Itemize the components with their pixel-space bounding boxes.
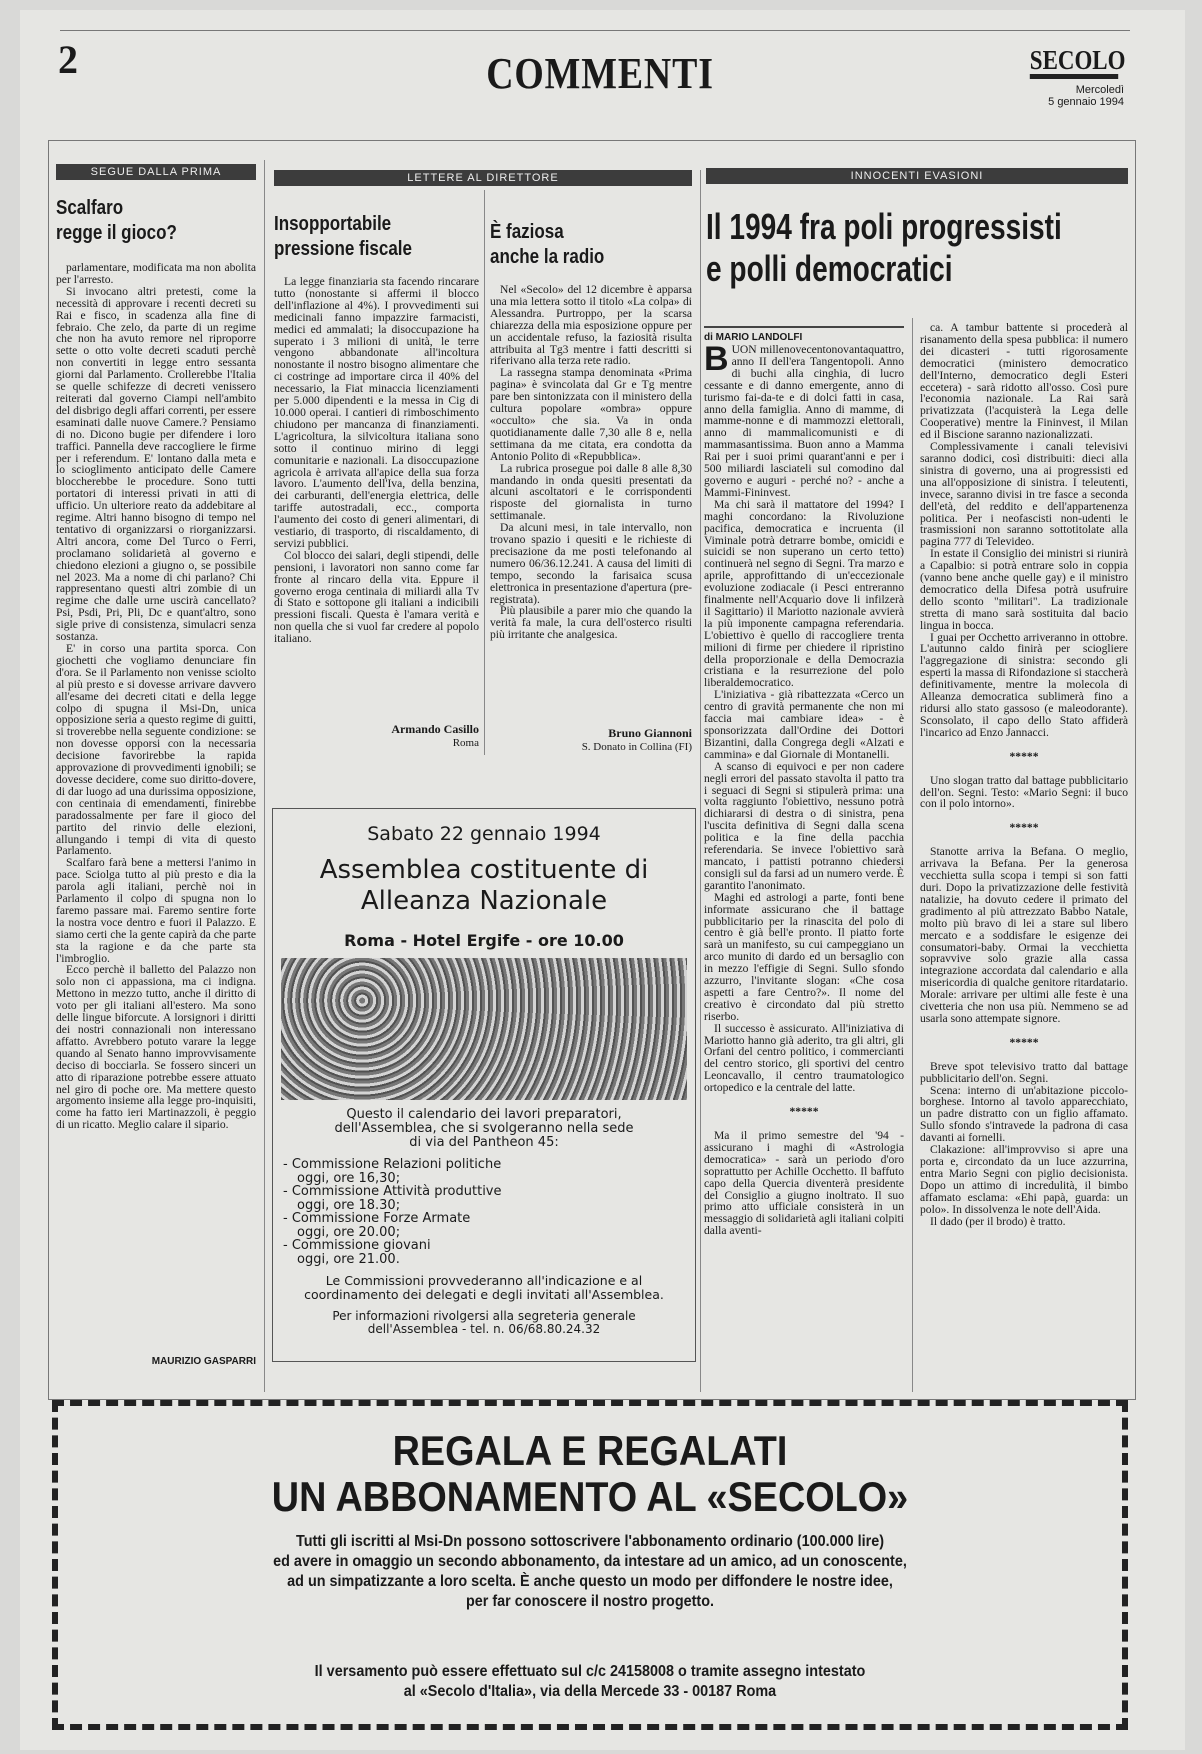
paragraph: La rassegna stampa denominata «Prima pagina» è svincolata dal Gr e Tg mentre pare ben sintonizzata con il ministero della cultura popolare «ombra» oppure «occulto» che sia. Va in onda quotidianamente dalle 7,30 alle 8 e, nella settimana da me citata, era condotta da Antonio Polito di «Repubblica». xyxy=(490,366,692,463)
commission-name: - Commissione Relazioni politiche xyxy=(283,1157,502,1172)
ad-payment-line: al «Secolo d'Italia», via della Mercede 33 - 00187 Roma xyxy=(403,1683,777,1700)
date: 5 gennaio 1994 xyxy=(1048,96,1124,108)
letter-body xyxy=(274,276,479,716)
title-line: Alleanza Nazionale xyxy=(360,886,608,916)
paragraph: E' in corso una partita sporca. Con giochetti che vogliamo denunciare fin d'ora. Se il Parlamento non venisse sciolto al più presto e si dovesse arrivare davvero all'esame dei decreti citati e della legge colpo di spugna il Msi-Dn, unica opposizione seria a questo regime di guitti, si troverebbe nella seguente condizione: se non dovesse opporsi con la necessaria decisione favorirebbe la rapida approvazione di provvedimenti ignobili; se dovesse decidere, come suo diritto-dovere, di dar luogo ad una durissima opposizione, con centinaia di emendamenti, finirebbe paradossalmente per fare il gioco del partito del rinvio delle elezioni, allungando i tempi di vita di questo Parlamento. xyxy=(56,642,256,858)
headline-line: Insopportabile xyxy=(274,213,392,235)
separator: ***** xyxy=(1009,1035,1039,1049)
weekday: Mercoledì xyxy=(1075,84,1124,96)
paragraph: parlamentare, modificata ma non abolita per l'arresto. xyxy=(56,262,256,286)
announcement-place: Roma - Hotel Ergife - ore 10.00 xyxy=(344,931,624,950)
headline-line: Scalfaro xyxy=(56,197,124,219)
paragraph: Scalfaro farà bene a mettersi l'animo in pace. Sciolga tutto al più presto e dia la parola agli italiani, perchè noi in Parlamento il colpo di spugna non lo faremo passare mai. Faremo sentire forte la nostra voce dentro e fuori il Palazzo. E siamo certi che la gente capirà da che parte sta la ragione e da che parte sta l'imbroglio. xyxy=(56,856,256,965)
headline-line: Il 1994 fra poli progressisti xyxy=(706,206,1062,247)
paragraph: Clakazione: all'improvviso si apre una porta e, circondato da un luce azzurrina, entra Mario Segni con piglio decisionista. Dopo un attimo di incredulità, il bimbo affamato esclama: «Ehi papà, guarda: un polo». In dissolvenza le note dell'Aida. xyxy=(920,1143,1128,1216)
col1-paragraphs xyxy=(704,344,904,1237)
ad-body-line: ad un simpatizzante a loro scelta. È anche questo un modo per diffondere le nostre idee, xyxy=(287,1573,893,1590)
paragraph: Stanotte arriva la Befana. O meglio, arrivava la Befana. Per la generosa vecchietta sulla scopa i tempi si son fatti duri. Dopo la privatizzazione delle festività natalizie, ha dovuto cedere il primato del gradimento al più attrezzato Babbo Natale, molto più bravo di lei a stare sul libero mercato e a soddisfare le esigenze dei consumatori-baby. Ormai la vecchietta sopravvive solo grazie alla cassa integrazione accordata dal calendario e alla misericordia di qualche genitore ritardatario. Morale: arrivare per ultimi alle feste è una civetteria che non usa più. Nemmeno se ad usarla sono attempate signore. xyxy=(920,845,1128,1025)
paragraph: Ecco perchè il balletto del Palazzo non solo non ci appassiona, ma ci indigna. Mettono in mezzo tutto, anche il diritto di voto per gli italiani all'estero. Ma sono delle lingue biforcute. A lorsignori i diritti dei nostri connazionali non interessano affatto. Avrebbero potuto varare la legge quando al Senato hanno improvvisamente deciso di bocciarla. Se fossero sinceri un atto di riparazione potrebbe essere attuato nel giro di poche ore. Ma mettere questo argomento insieme alla legge pro-inquisiti, come ha fatto ieri Martinazzoli, è peggio di un ricatto. Meglio calare il sipario. xyxy=(56,963,256,1132)
right-article-col1 xyxy=(704,344,904,1390)
letter-signature xyxy=(490,726,692,753)
headline-line: pressione fiscale xyxy=(274,238,412,260)
commission-item xyxy=(283,1185,695,1212)
announcement-intro xyxy=(273,1108,695,1150)
byline: di MARIO LANDOLFI xyxy=(704,326,904,343)
paragraph: Più plausibile a parer mio che quando la verità fa male, la cura dell'osterco risulti più irritante che analgesica. xyxy=(490,604,692,642)
commission-name: - Commissione giovani xyxy=(283,1238,431,1253)
paragraph: In estate il Consiglio dei ministri si riunirà a Capalbio: si potrà entrare solo in coppia (vanno bene anche quelle gay) e il ministro democratico della Difesa potrà usufruire dello sconto "militari". La tradizionale stretta di mano sarà sostituita dal bacio lingua in bocca. xyxy=(920,547,1128,632)
paragraph: L'iniziativa - già ribattezzata «Cerco un centro di gravità permanente che non mi faccia mai cambiare idea» - è sponsorizzata dall'Ordine dei Dottori Bizantini, dalla Congrega degli «Alzati e cammina» e dal Giornale di Montanelli. xyxy=(704,688,904,761)
letter-place: S. Donato in Collina (FI) xyxy=(581,741,692,753)
paragraph: Scena: interno di un'abitazione piccolo-borghese. Intorno al tavolo apparecchiato, un padre distratto con un figlio affamato. Sullo sfondo s'intravede la padrona di casa davanti ai fornelli. xyxy=(920,1083,1128,1145)
intro-line: di via del Pantheon 45: xyxy=(409,1135,559,1150)
letter-place: Roma xyxy=(452,737,479,749)
crowd-photo xyxy=(281,958,687,1100)
letter-author: Bruno Giannoni xyxy=(608,726,692,740)
subscription-ad xyxy=(52,1400,1128,1730)
paragraph: Da alcuni mesi, in tale intervallo, non trovano spazio i quesiti e le richieste di precisazione da me posti telefonando al numero 06/36.12.241. A causa del limiti di tempo, secondo la farisaica scusa elettronica in presentazione d'apertura (pre-registrata). xyxy=(490,521,692,606)
headline-line: anche la radio xyxy=(490,246,605,268)
drop-cap: B xyxy=(704,344,729,378)
separator: ***** xyxy=(789,1105,819,1119)
column-divider xyxy=(912,318,913,1392)
announcement-date: Sabato 22 gennaio 1994 xyxy=(367,823,601,845)
info-line: dell'Assemblea - tel. n. 06/68.80.24.32 xyxy=(367,1322,601,1336)
headline-line: e polli democratici xyxy=(706,248,953,289)
column-divider xyxy=(484,190,485,755)
ad-body-line: per far conoscere il nostro progetto. xyxy=(465,1593,715,1610)
paragraph: Il dado (per il brodo) è tratto. xyxy=(930,1214,1066,1228)
paragraph: La rubrica prosegue poi dalle 8 alle 8,30 mandando in onda quesiti presentati da alcuni ascoltatori e le corrispondenti risposte del giornalista in turno settimanale. xyxy=(490,461,692,523)
announcement-info xyxy=(273,1310,695,1336)
column-divider xyxy=(700,170,701,1392)
paragraph: Nel «Secolo» del 12 dicembre è apparsa una mia lettera sotto il titolo «La colpa» di Alessandra. Purtroppo, per la scarsa chiarezza della mia esposizione oppure per un accidentale refuso, la faziosità risulta attribuita al Tg3 mentre i fatti descritti si riferivano alla terza rete radio. xyxy=(490,284,692,368)
headline-line: regge il gioco? xyxy=(56,222,177,244)
ad-body-line: Tutti gli iscritti al Msi-Dn possono sottoscrivere l'abbonamento ordinario (100.000 lire) xyxy=(295,1533,885,1550)
ad-headline-line: REGALA E REGALATI xyxy=(392,1427,788,1474)
paragraph: La legge finanziaria sta facendo rincarare tutto (nonostante si affermi il blocco dell'inflazione al 4%). I provvedimenti sui medicinali fanno impazzire farmacisti, medici ed ammalati; la disoccupazione ha superato i 3 milioni di unità, le terre vengono abbandonate all'incoltura nonostante il nostro bisogno alimentare che ci costringe ad importare circa il 40% del necessario, la Fiat minaccia licenziamenti per 5.000 dipendenti e la messa in Cig di 10.000 operai. I cantieri di rimboschimento chiudono per mancanza di finanziamenti. L'agricoltura, la silvicoltura italiana sono sotto il continuo mirino di leggi comunitarie e nazionali. La disoccupazione agricola è arrivata all'apice della sua forza lavoro. L'aumento dell'Iva, della benzina, dei carburanti, dell'energia elettrica, delle tariffe autostradali, ecc., comporta l'aumento dei costo di generi alimentari, di vestiario, di trasporto, di riscaldamento, di servizi pubblici. xyxy=(274,276,479,550)
newspaper-logo: SECOLO xyxy=(1030,46,1118,79)
paragraph: Ma chi sarà il mattatore del 1994? I maghi concordano: la Rivoluzione pacifica, democratica e incruenta (il Viminale potrà detrarre bombe, omicidi e suicidi se non superano un certo tetto) continuerà nel segno di Segni. Tra marzo e aprile, approfittando di un'eccezionale evoluzione zodiacale (i Pesci entreranno finalmente nell'Acquario dove li infilzerà il Sagittario) il Mariotto nazionale avvierà la più imponente campagna referendaria. L'obiettivo è quello di raccogliere trenta milioni di firme per chiedere il ripristino della proporzionale e della Democrazia cristiana e la resurrezione del polo liberaldemocratico. xyxy=(704,497,904,690)
letter-signature xyxy=(274,722,479,749)
paragraph: Complessivamente i canali televisivi saranno dodici, così distribuiti: dieci alla sinistra di governo, una ai progressisti ed una all'opposizione di sinistra. I teleutenti, invece, saranno divisi in tre fasce a seconda dell'età, del reddito e dell'appartenenza politica. Per i neofascisti non-udenti le trasmissioni non saranno sottotitolate alla pagina 777 di Televideo. xyxy=(920,440,1128,549)
page-number: 2 xyxy=(58,37,78,82)
right-article-col2 xyxy=(920,322,1128,1390)
intro-line: Questo il calendario dei lavori preparatori, xyxy=(346,1107,622,1122)
letter-headline xyxy=(274,212,479,262)
paragraph: I guai per Occhetto arriveranno in ottobre. L'autunno caldo finirà per sciogliere l'aggregazione di sinistra: secondo gli esperti la massa di Rifondazione si staccherà definitivamente, mentre la molecola di Alleanza democratica sublimerà fino a ridursi allo stato gassoso (e maleodorante). Sconsolato, il capo dello Stato affiderà l'incarico ad Enzo Jannacci. xyxy=(920,630,1128,739)
ad-payment xyxy=(111,1662,1069,1702)
commission-name: - Commissione Attività produttive xyxy=(283,1184,502,1199)
commission-item xyxy=(283,1158,695,1185)
section-bar-segue: SEGUE DALLA PRIMA xyxy=(56,164,256,180)
column-divider xyxy=(264,160,265,1392)
commission-list xyxy=(283,1158,695,1266)
commission-time: oggi, ore 21.00. xyxy=(297,1251,400,1267)
letter-headline xyxy=(490,220,692,270)
left-article-headline xyxy=(56,196,256,246)
ad-body xyxy=(111,1532,1069,1612)
announcement-title xyxy=(273,855,695,917)
section-bar-lettere: LETTERE AL DIRETTORE xyxy=(274,170,692,186)
commission-time: oggi, ore 20.00; xyxy=(297,1224,401,1240)
paragraph: Maghi ed astrologi a parte, fonti bene informate assicurano che il battage pubblicitario per la rinascita del polo di centro è già bell'e pronto. Il piatto forte sarà un manifesto, su cui campeggiano un arco munito di dardo ed un bersaglio con in mezzo l'effigie di Segni. Sullo sfondo azzurro, l'invitante slogan: «Che cosa aspetti a fare Centro?». Il nome del creativo è circondato dal più stretto riserbo. xyxy=(704,890,904,1023)
ad-headline xyxy=(111,1428,1069,1520)
commission-time: oggi, ore 16,30; xyxy=(297,1170,401,1186)
commission-time: oggi, ore 18.30; xyxy=(297,1197,401,1213)
separator: ***** xyxy=(1009,821,1039,835)
paragraph: Col blocco dei salari, degli stipendi, delle pensioni, i lavoratori non sanno come far fronte al rincaro della vita. Eppure il governo eroga centinaia di miliardi alla Tv di Stato e sottopone gli italiani a indicibili pressioni fiscali. Questa è l'amara verità e non quella che si vuol far credere al popolo italiano. xyxy=(274,548,479,646)
paragraph: Il successo è assicurato. All'iniziativa di Mariotto hanno già aderito, tra gli altri, gli Orfani del centro politico, i commercianti del centro storico, gli sportivi del centro Leoncavallo, il centro traumatologico ortopedico e la centrale del latte. xyxy=(704,1021,904,1095)
paragraph: ca. A tambur battente si procederà al risanamento della spesa pubblica: il numero dei dicasteri - tutti rigorosamente democratici (ministero democratico dell'Interno, democratico degli Esteri eccetera) - sarà ridotto all'osso. Così pure l'economia nazionale. La Rai sarà privatizzata (l'acquisterà la Lega delle Cooperative) mentre la Fininvest, il Milan ed il Biscione saranno nazionalizzati. xyxy=(920,322,1128,442)
commission-item xyxy=(283,1239,695,1266)
left-article-body xyxy=(56,262,256,1340)
left-article-signature: MAURIZIO GASPARRI xyxy=(151,1356,256,1367)
commission-name: - Commissione Forze Armate xyxy=(283,1211,471,1226)
letter-author: Armando Casillo xyxy=(391,722,479,736)
paragraph: Si invocano altri pretesti, come la necessità di approvare i recenti decreti su Rai e fisco, in scadenza alla fine di febraio. Che zelo, da parte di un regime che non ha avuto remore nel riproporre sette o otto volte decreti scaduti perchè non convertiti in legge entro sessanta giorni dal Parlamento. Crollerebbe l'Italia se quelle schifezze di decreti venissero reiterati dal governo Ciampi nell'ambito del disbrigo degli affari correnti, per essere esaminati dalle nuove Camere.? Pensiamo di no. Dicono bugie per difendere i loro traffici. Pannella deve raccogliere le firme per i referendum. E' lontano dalla meta e lo scioglimento anticipato delle Camere bloccherebbe le procedure. Sono tutti portatori di interessi privati in atti di ufficio. Un ulteriore reato da addebitare al regime. Altri hanno bisogno di tempo nel tentativo di organizzarsi o riorganizzarsi. Altri ancora, come Del Turco o Ferri, proclamano solidarietà al governo e chiedono elezioni a giugno o, se possibile nel 2023. Ma a nome di chi parlano? Chi rappresentano questi altri zombie di un regime che dalle urne uscirà cancellato? Psi, Psdi, Pri, Pli, Dc e quant'altro, sono sigle prive di consistenza, simulacri senza sostanza. xyxy=(56,284,256,644)
paragraph: UON millenovecentonovantaquattro, anno II dell'era Tangentopoli. Anno di buchi alla cinghia, di lucro cessante e di danno emergente, anno di turismo fai-da-te e di dolci fatti in casa, anno della famiglia. Anno di mamme, di mamme-nonne e di mammozzi elettorali, anno di mammalicomunisti e di mammasantissima. Buon anno a Mamma Rai per i suoi primi quarant'anni e per i 500 miliardi lasciateli sul comodino dal governo e auguri - perché no? - anche a Mammi-Fininvest. xyxy=(704,344,904,499)
top-rule xyxy=(60,30,1130,31)
paragraph: Breve spot televisivo tratto dal battage pubblicitario dell'on. Segni. xyxy=(920,1059,1128,1085)
ad-body-line: ed avere in omaggio un secondo abbonamento, da intestare ad un amico, ad un conoscente, xyxy=(273,1553,907,1570)
commission-item xyxy=(283,1212,695,1239)
assemblea-announcement xyxy=(272,808,696,1362)
section-bar-innocenti: INNOCENTI EVASIONI xyxy=(706,168,1128,184)
right-article-headline xyxy=(706,206,1202,290)
paragraph: Ma il primo semestre del '94 - assicurano i maghi di «Astrologia democratica» - sarà un periodo d'oro soprattutto per Achille Occhetto. Il baffuto capo della Quercia diventerà presidente del Consiglio a giugno inoltrato. Il suo primo atto ufficiale consisterà in un messaggio di solidarietà agli italiani colpiti dalla aventi- xyxy=(704,1129,904,1238)
letter-body xyxy=(490,284,692,724)
title-line: Assemblea costituente di xyxy=(319,855,649,885)
separator: ***** xyxy=(1009,749,1039,763)
paragraph: Uno slogan tratto dal battage pubblicitario dell'on. Segni. Testo: «Mario Segni: il buco con il polo intorno». xyxy=(920,773,1128,811)
announcement-note: Le Commissioni provvederanno all'indicazione e al coordinamento dei delegati e degli invitati all'Assemblea. xyxy=(304,1273,664,1302)
headline-line: È faziosa xyxy=(490,221,564,243)
issue-date xyxy=(1000,84,1124,108)
ad-payment-line: Il versamento può essere effettuato sul c/c 24158008 o tramite assegno intestato xyxy=(314,1663,866,1680)
info-line: Per informazioni rivolgersi alla segreteria generale xyxy=(332,1309,636,1323)
intro-line: dell'Assemblea, che si svolgeranno nella sede xyxy=(334,1121,634,1136)
ad-headline-line: UN ABBONAMENTO AL «SECOLO» xyxy=(271,1473,909,1520)
section-title: COMMENTI xyxy=(486,49,714,98)
paragraph: A scanso di equivoci e per non cadere negli errori del passato stavolta il patto tra i seguaci di Segni si stipulerà prima: una volta raggiunto l'obiettivo, nessuno potrà dichiararsi di destra o di sinistra, pena l'uscita definitiva di Segni dalla scena politica e la fine della pacchia referendaria. Se invece l'obiettivo sarà mancato, i pattisti potranno chiedersi consigli sul da farsi ad un numero verde. È garantito l'anonimato. xyxy=(704,759,904,892)
